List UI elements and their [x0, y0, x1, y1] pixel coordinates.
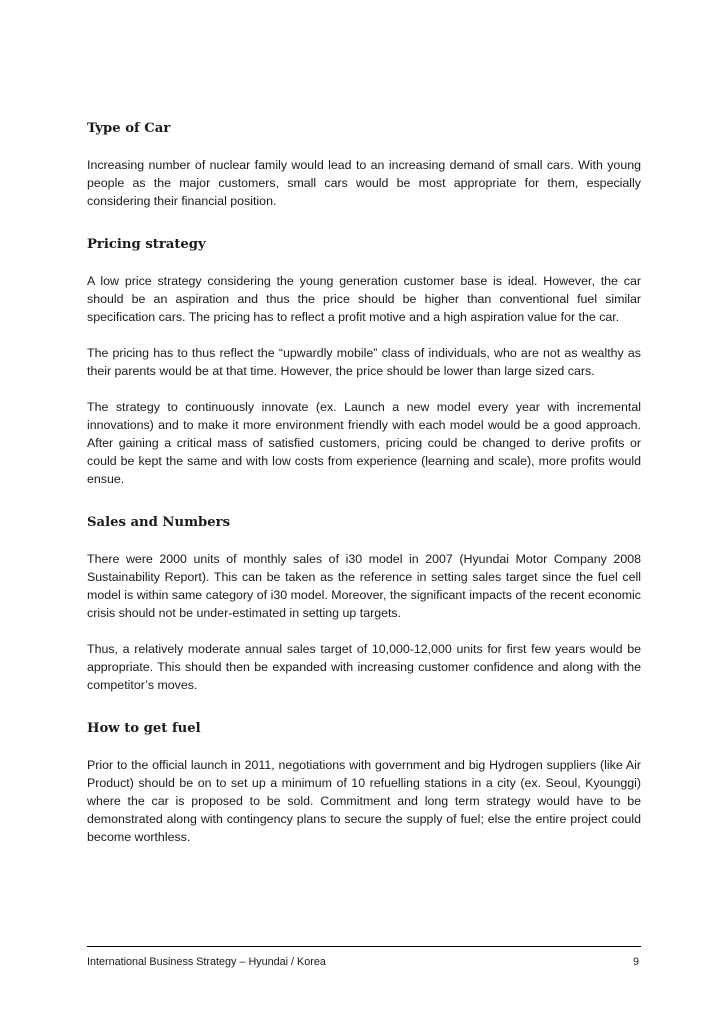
section-heading: How to get fuel: [87, 721, 201, 736]
paragraph: A low price strategy considering the young generation customer base is ideal. However, the car should be an aspiration and thus the price should be higher than conventional fuel similar specification cars. The pricing has to reflect a profit motive and a high aspiration value for the car.: [87, 274, 641, 324]
page-number: 9: [632, 956, 639, 968]
page-footer: [87, 946, 641, 969]
section-sales-and-numbers: [87, 514, 641, 694]
paragraph: Thus, a relatively moderate annual sales target of 10,000-12,000 units for first few years would be appropriate. This should then be expanded with increasing customer confidence and along with the competitor’s moves.: [87, 642, 641, 692]
paragraph: Prior to the official launch in 2011, negotiations with government and big Hydrogen suppliers (like Air Product) should be on to set up a minimum of 10 refuelling stations in a city (ex. Seoul, Kyounggi) where the car is proposed to be sold. Commitment and long term strategy would have to be demonstrated along with contingency plans to secure the supply of fuel; else the entire project could become worthless.: [87, 758, 641, 844]
paragraph: There were 2000 units of monthly sales of i30 model in 2007 (Hyundai Motor Company 2008 Sustainability Report). This can be taken as the reference in setting sales target since the fuel cell model is within same category of i30 model. Moreover, the significant impacts of the recent economic crisis should not be under-estimated in setting up targets.: [87, 552, 641, 620]
document-body: [87, 120, 641, 864]
footer-title: International Business Strategy – Hyundai / Korea: [87, 956, 326, 968]
paragraph: The pricing has to thus reflect the “upwardly mobile” class of individuals, who are not as wealthy as their parents would be at that time. However, the price should be lower than large sized cars.: [87, 346, 641, 378]
paragraph: The strategy to continuously innovate (ex. Launch a new model every year with incremental innovations) and to make it more environment friendly with each model would be a good approach. After gaining a critical mass of satisfied customers, pricing could be changed to derive profits or could be kept the same and with low costs from experience (learning and scale), more profits would ensue.: [87, 400, 641, 486]
section-how-to-get-fuel: [87, 720, 641, 846]
section-type-of-car: [87, 120, 641, 210]
section-pricing-strategy: [87, 236, 641, 488]
section-heading: Type of Car: [87, 121, 171, 136]
paragraph: Increasing number of nuclear family would lead to an increasing demand of small cars. With young people as the major customers, small cars would be most appropriate for them, especially considering their financial position.: [87, 158, 641, 208]
section-heading: Sales and Numbers: [87, 515, 231, 530]
section-heading: Pricing strategy: [87, 237, 206, 252]
